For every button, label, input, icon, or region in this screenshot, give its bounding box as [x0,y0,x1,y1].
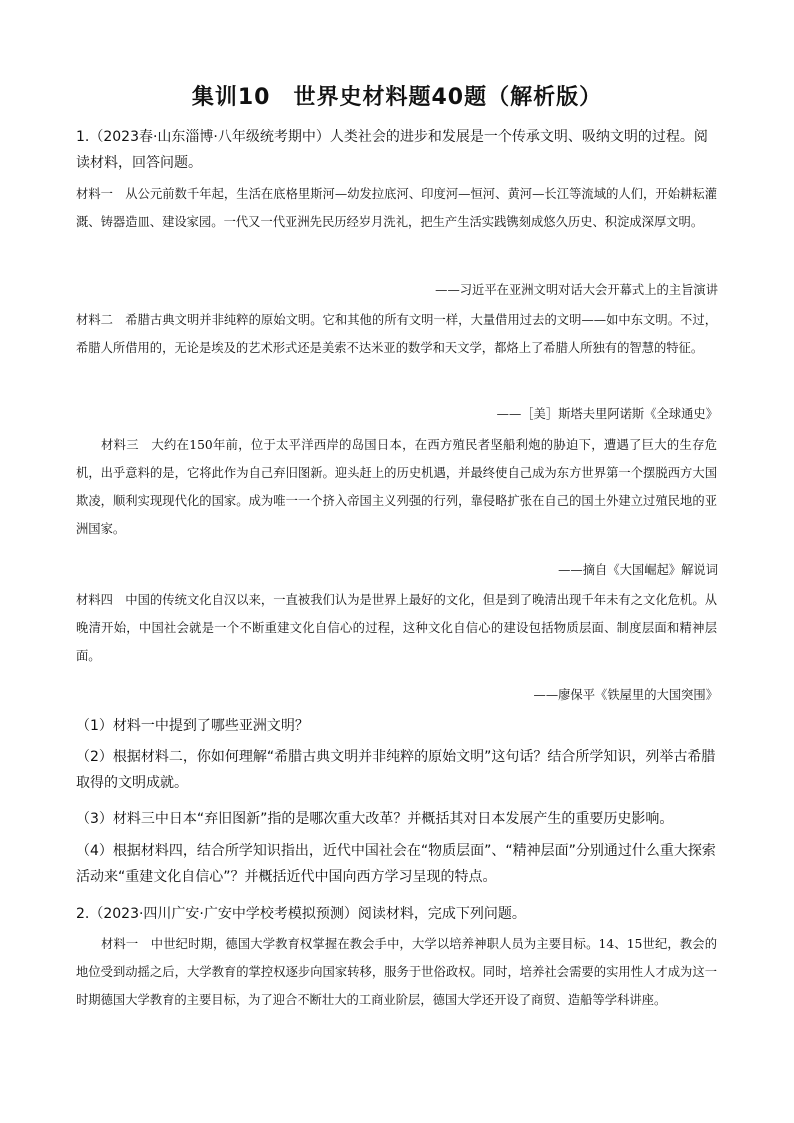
page-title: 集训10 世界史材料题40题（解析版） [191,85,603,110]
question-2-stem: 2.（2023·四川广安·广安中学校考模拟预测）阅读材料，完成下列问题。 [76,906,526,922]
q1-source-2: ——［美］斯塔夫里阿诺斯《全球通史》 [496,407,718,421]
q1-source-4: ——廖保平《铁屋里的大国突围》 [533,688,718,702]
q1-subquestion-2: （2）根据材料二，你如何理解“希腊古典文明并非纯粹的原始文明”这句话？结合所学知识，列举古希腊取得的文明成就。 [76,749,716,791]
q1-subquestion-1: （1）材料一中提到了哪些亚洲文明？ [76,718,309,734]
q1-material-4: 材料四 中国的传统文化自汉以来，一直被我们认为是世界上最好的文化，但是到了晚清出现千年未有之文化危机。从晚清开始，中国社会就是一个不断重建文化自信心的过程，这种文化自信心的建设包括物质层面、制度层面和精神层面。 [76,593,717,663]
q2-material-1: 材料一 中世纪时期，德国大学教育权掌握在教会手中，大学以培养神职人员为主要目标。14、15世纪，教会的地位受到动摇之后，大学教育的掌控权逐步向国家转移，服务于世俗政权。同时，培养社会需要的实用性人才成为这一时期德国大学教育的主要目标，为了迎合不断壮大的工商业阶层，德国大学还开设了商贸、造船等学科讲座。 [76,937,717,1007]
q1-source-3: ——摘自《大国崛起》解说词 [558,563,718,577]
q1-material-2: 材料二 希腊古典文明并非纯粹的原始文明。它和其他的所有文明一样，大量借用过去的文明——如中东文明。不过，希腊人所借用的，无论是埃及的艺术形式还是美索不达米亚的数学和天文学，都烙上了希腊人所独有的智慧的特征。 [76,313,717,355]
question-1-stem: 1.（2023春·山东淄博·八年级统考期中）人类社会的进步和发展是一个传承文明、吸纳文明的过程。阅读材料，回答问题。 [76,129,708,171]
q1-source-1: ——习近平在亚洲文明对话大会开幕式上的主旨演讲 [435,283,718,297]
q1-subquestion-3: （3）材料三中日本“弃旧图新”指的是哪次重大改革？并概括其对日本发展产生的重要历史影响。 [76,811,674,827]
q1-subquestion-4: （4）根据材料四，结合所学知识指出，近代中国社会在“物质层面”、“精神层面”分别通过什么重大探索活动来“重建文化自信心”？并概括近代中国向西方学习呈现的特点。 [76,843,716,885]
q1-material-1: 材料一 从公元前数千年起，生活在底格里斯河—幼发拉底河、印度河—恒河、黄河—长江等流域的人们，开始耕耘灌溉、铸器造皿、建设家园。一代又一代亚洲先民历经岁月洗礼，把生产生活实践镌刻成悠久历史、积淀成深厚文明。 [76,187,717,229]
q1-material-3: 材料三 大约在150年前，位于太平洋西岸的岛国日本，在西方殖民者坚船利炮的胁迫下，遭遇了巨大的生存危机，出乎意料的是，它将此作为自己弃旧图新。迎头赶上的历史机遇，并最终使自己成为东方世界第一个摆脱西方大国欺凌，顺利实现现代化的国家。成为唯一一个挤入帝国主义列强的行列，靠侵略扩张在自己的国土外建立过殖民地的亚洲国家。 [76,438,717,536]
